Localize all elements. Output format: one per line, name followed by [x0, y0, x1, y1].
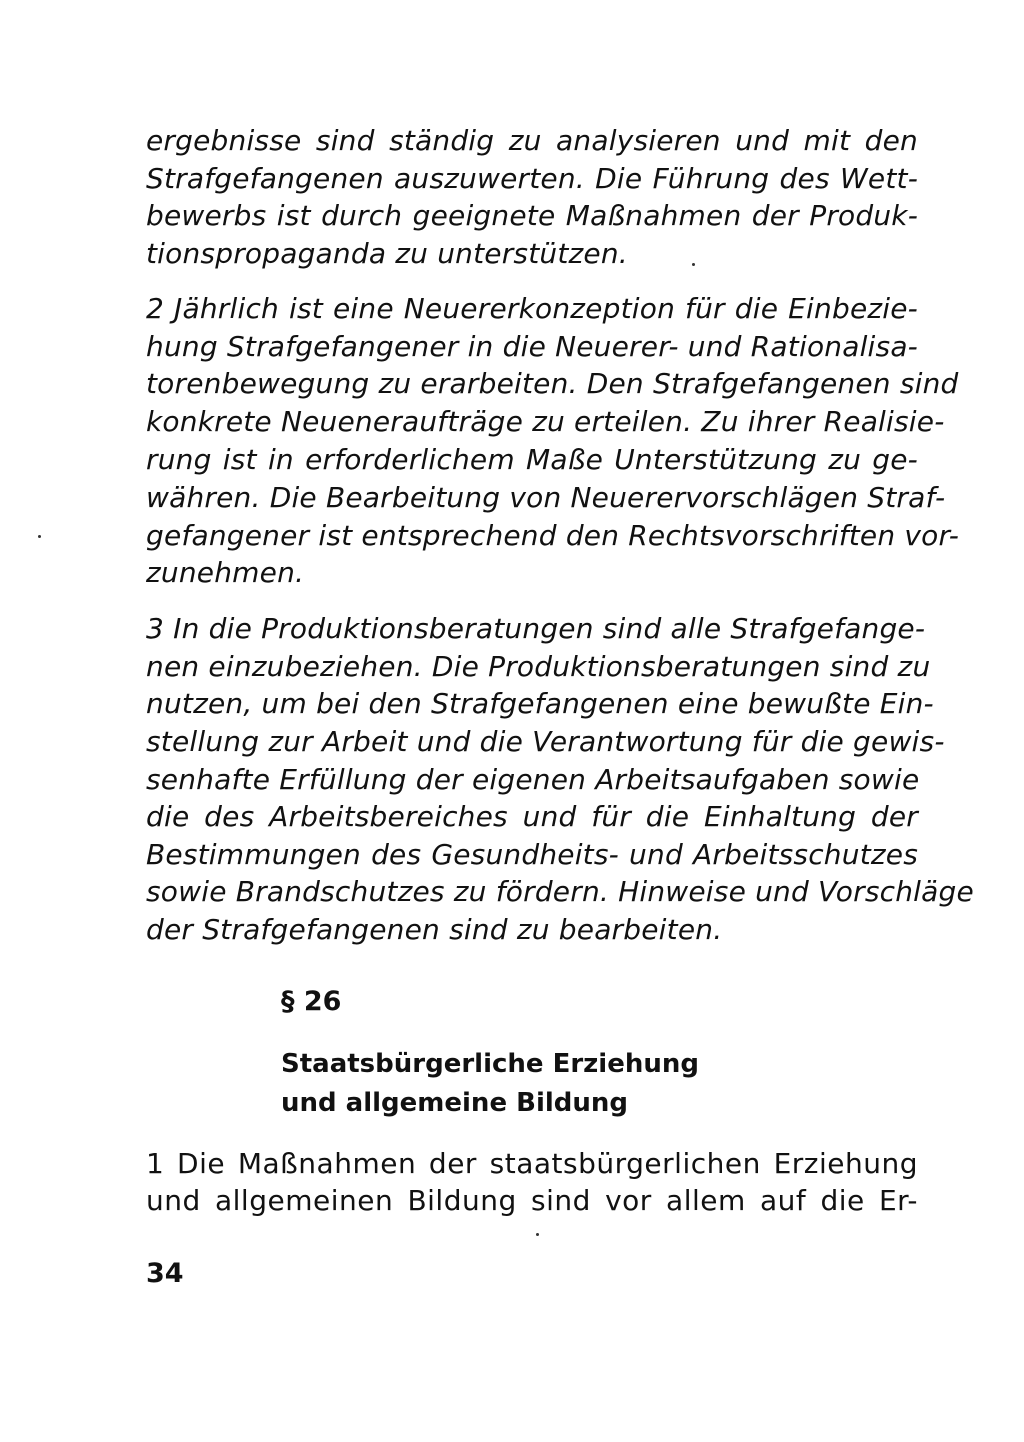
text-line: 2 Jährlich ist eine Neuererkonzeption für die Einbezie- — [146, 292, 918, 325]
section-title: und allgemeine Bildung — [281, 1088, 629, 1118]
page-number: 34 — [146, 1258, 184, 1289]
text-line: torenbewegung zu erarbeiten. Den Strafgefangenen sind — [146, 367, 959, 400]
text-line: tionspropaganda zu unterstützen. — [146, 237, 628, 270]
text-line: stellung zur Arbeit und die Verantwortung für die gewis- — [146, 725, 945, 758]
text-line: Bestimmungen des Gesundheits- und Arbeitsschutzes — [146, 838, 918, 871]
text-line: Strafgefangenen auszuwerten. Die Führung des Wett- — [146, 162, 918, 195]
text-line: gefangener ist entsprechend den Rechtsvorschriften vor- — [146, 519, 959, 552]
text-line: bewerbs ist durch geeignete Maßnahmen der Produk- — [146, 199, 918, 232]
section-number: § 26 — [281, 986, 342, 1017]
text-line: nutzen, um bei den Strafgefangenen eine bewußte Ein- — [146, 687, 934, 720]
text-line: senhafte Erfüllung der eigenen Arbeitsaufgaben sowie — [146, 763, 920, 796]
text-line: und allgemeinen Bildung sind vor allem auf die Er- — [146, 1184, 918, 1217]
scan-speck — [38, 535, 41, 538]
text-line: 3 In die Produktionsberatungen sind alle Strafgefange- — [146, 612, 926, 645]
scan-speck — [692, 263, 695, 266]
text-line: konkrete Neueneraufträge zu erteilen. Zu ihrer Realisie- — [146, 405, 945, 438]
text-line: 1 Die Maßnahmen der staatsbürgerlichen Erziehung — [146, 1147, 918, 1180]
text-line: rung ist in erforderlichem Maße Unterstützung zu ge- — [146, 443, 918, 476]
text-line: währen. Die Bearbeitung von Neuerervorschlägen Straf- — [146, 481, 946, 514]
text-line: ergebnisse sind ständig zu analysieren und mit den — [146, 124, 918, 157]
section-title: Staatsbürgerliche Erziehung — [281, 1049, 699, 1079]
text-line: der Strafgefangenen sind zu bearbeiten. — [146, 913, 723, 946]
scan-speck — [536, 1233, 539, 1236]
text-line: die des Arbeitsbereiches und für die Einhaltung der — [146, 800, 918, 833]
text-line: hung Strafgefangener in die Neuerer- und Rationalisa- — [146, 330, 918, 363]
text-line: sowie Brandschutzes zu fördern. Hinweise und Vorschläge — [146, 875, 974, 908]
text-line: zunehmen. — [146, 556, 305, 589]
text-line: nen einzubeziehen. Die Produktionsberatungen sind zu — [146, 650, 931, 683]
